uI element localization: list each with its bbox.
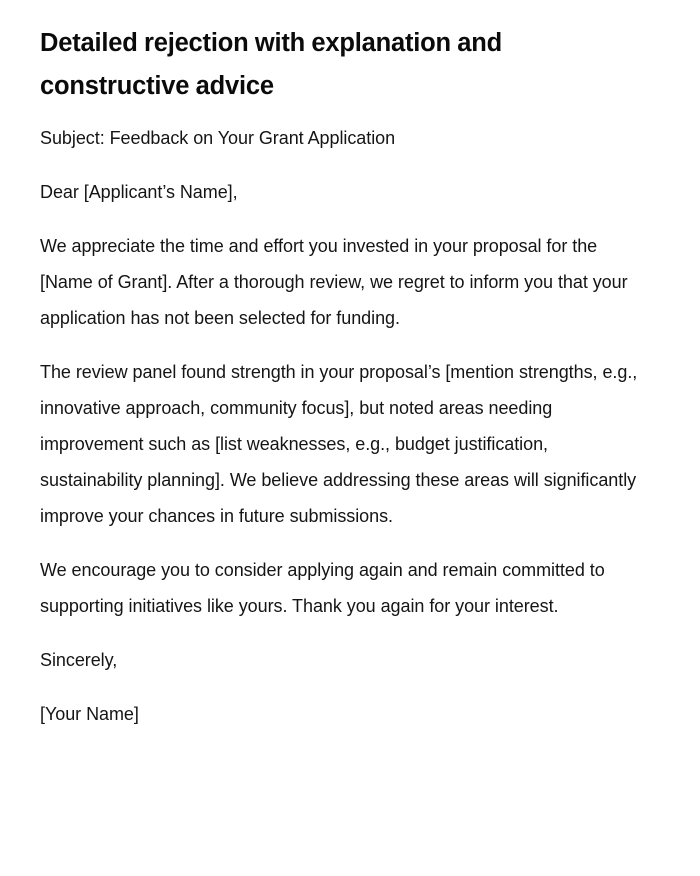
salutation: Dear [Applicant’s Name],: [40, 182, 238, 202]
letter-body: [40, 120, 640, 732]
signature-name: [Your Name]: [40, 704, 139, 724]
closing: Sincerely,: [40, 650, 118, 670]
paragraph-review-feedback: The review panel found strength in your proposal’s [mention strengths, e.g., innovative approach, community focus], but noted areas needing improvement such as [list weaknesses, e.g., budget justification, sustainability planning]. We believe addressing these areas will significantly improve your chances in future submissions.: [40, 362, 638, 526]
subject-line: Subject: Feedback on Your Grant Application: [40, 128, 396, 148]
page-title: Detailed rejection with explanation and constructive advice: [40, 29, 503, 100]
paragraph-appreciation: We appreciate the time and effort you invested in your proposal for the [Name of Grant]. After a thorough review, we regret to inform you that your application has not been selected for funding.: [40, 236, 628, 328]
paragraph-encouragement: We encourage you to consider applying again and remain committed to supporting initiatives like yours. Thank you again for your interest.: [40, 560, 605, 616]
